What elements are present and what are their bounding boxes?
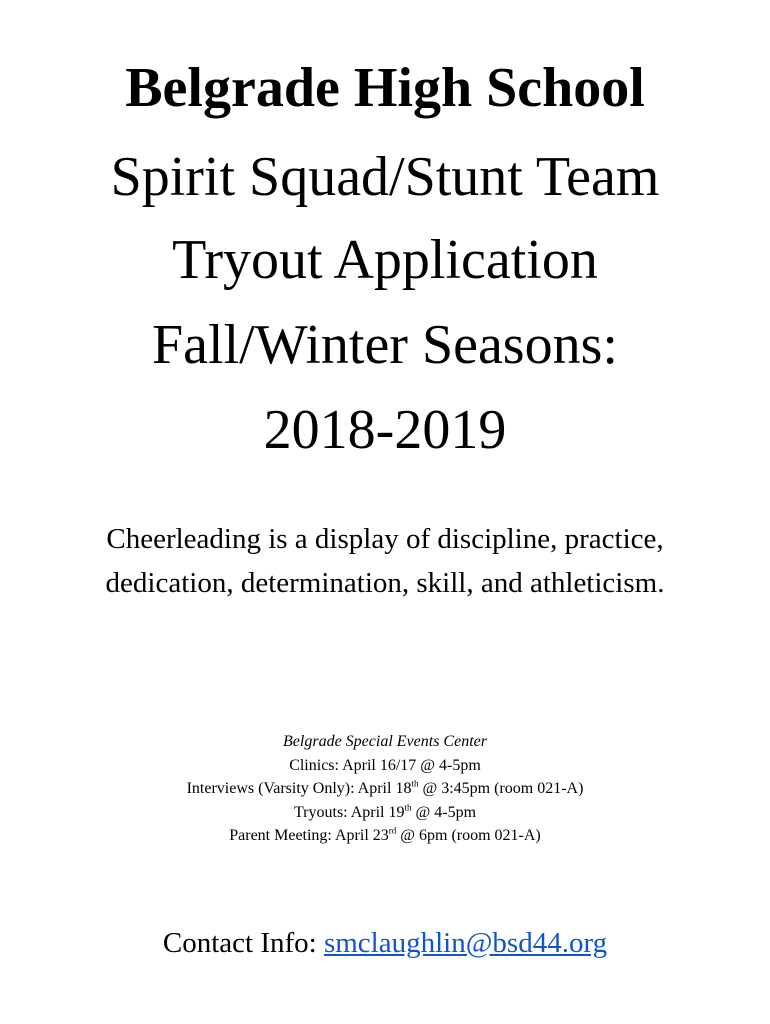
quote-line-2: dedication, determination, skill, and athleticism.	[105, 567, 665, 599]
interviews-line	[0, 777, 770, 801]
school-name: Belgrade High School	[125, 57, 645, 119]
parent-meeting-time: @ 6pm (room 021-A)	[396, 827, 541, 844]
tryouts-line	[0, 801, 770, 825]
tryouts-text: Tryouts: April 19	[293, 803, 405, 821]
tryouts-ordinal: th	[404, 802, 412, 813]
cheer-quote	[0, 517, 770, 605]
schedule-block	[0, 730, 770, 848]
contact-label: Contact Info:	[162, 927, 324, 959]
interviews-text: Interviews (Varsity Only): April 18	[186, 780, 412, 797]
contact-info	[0, 923, 770, 963]
quote-line-1: Cheerleading is a display of discipline, practice,	[106, 523, 664, 555]
parent-meeting-line	[0, 824, 770, 848]
parent-meeting-text: Parent Meeting: April 23	[229, 827, 389, 844]
interviews-ordinal: th	[411, 778, 419, 789]
tryouts-time: @ 4-5pm	[411, 803, 477, 821]
title-line-4: 2018-2019	[263, 399, 507, 461]
interviews-time: @ 3:45pm (room 021-A)	[418, 780, 584, 797]
venue-name: Belgrade Special Events Center	[283, 733, 487, 750]
title-line-3: Fall/Winter Seasons:	[152, 314, 618, 376]
title-line-1: Spirit Squad/Stunt Team	[110, 146, 660, 208]
contact-email-link[interactable]: smclaughlin@bsd44.org	[323, 927, 608, 959]
title-line-2: Tryout Application	[172, 229, 598, 291]
clinics-line: Clinics: April 16/17 @ 4-5pm	[289, 756, 481, 774]
parent-meeting-ordinal: rd	[388, 825, 397, 836]
